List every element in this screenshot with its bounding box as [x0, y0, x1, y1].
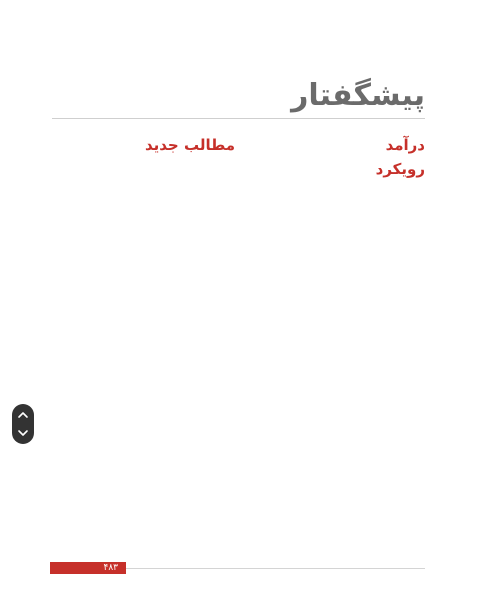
footer-divider	[126, 568, 425, 569]
title-divider	[52, 118, 425, 119]
chevron-up-icon[interactable]	[16, 408, 30, 422]
page-title: پیشگفتار	[291, 78, 425, 113]
chevron-down-icon[interactable]	[16, 426, 30, 440]
left-column	[60, 130, 235, 158]
right-column	[250, 130, 425, 182]
section-heading-approach: رویکرد	[375, 160, 425, 178]
page-navigation-control	[12, 404, 34, 444]
section-heading-new-material: مطالب جدید	[144, 136, 235, 154]
page-number: ۴۸۳	[103, 563, 118, 573]
section-heading-introduction: درآمد	[385, 136, 425, 154]
